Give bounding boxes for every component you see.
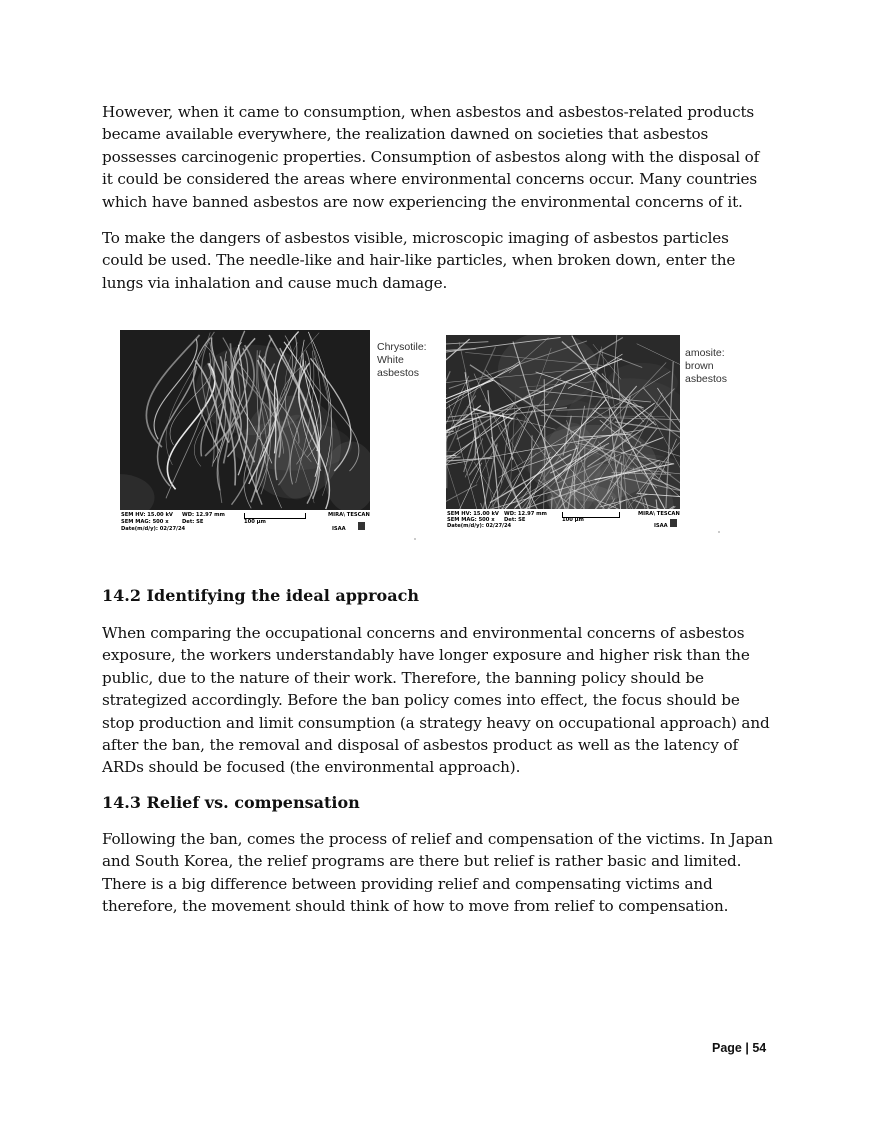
sem-image-amosite <box>446 335 680 535</box>
sem-date-label: Date(m/d/y): 02/27/24 <box>121 526 186 532</box>
paragraph-ideal-approach: When comparing the occupational concerns and environmental concerns of asbestos exposure, the workers understandably have longer exposure and higher risk than the public, due to the nature of their work. Therefore, the banning policy should be strategized accordingly. Before the ban policy comes into effect, the focus should be stop production and limit consumption (a strategy heavy on occupational approach) and after the ban, the removal and disposal of asbestos product as well as the latency of ARDs should be focused (the environmental approach). <box>102 624 770 777</box>
sem-info-bar <box>120 510 370 540</box>
sem-hv-label: SEM HV: 15.00 kV <box>121 512 173 518</box>
sem-org-label: ISAA <box>654 523 668 529</box>
sem-mag-label: SEM MAG: 500 x <box>447 517 495 523</box>
sem-hv-label: SEM HV: 15.00 kV <box>447 511 499 517</box>
stray-dot <box>718 531 720 533</box>
sem-wd-label: WD: 12.97 mm <box>182 512 225 518</box>
caption-chrysotile: Chrysotile: White asbestos <box>377 341 427 379</box>
paragraph-relief-compensation: Following the ban, comes the process of relief and compensation of the victims. In Japan and South Korea, the relief programs are there but relief is rather basic and limited. There is a big difference between providing relief and compensating victims and therefore, the movement should think of how to move from relief to compensation. <box>102 830 773 916</box>
section-heading-ideal-approach: 14.2 Identifying the ideal approach <box>102 586 419 605</box>
sem-brand-label: MIRA\ TESCAN <box>638 511 680 517</box>
figure-amosite <box>446 335 680 535</box>
sem-det-label: Det: SE <box>504 517 526 523</box>
isaa-logo-icon <box>670 519 677 527</box>
sem-date-label: Date(m/d/y): 02/27/24 <box>447 523 512 529</box>
caption-amosite: amosite: brown asbestos <box>685 347 728 385</box>
figure-chrysotile <box>120 330 370 540</box>
paragraph-microscopic-imaging: To make the dangers of asbestos visible, microscopic imaging of asbestos particles could be used. The needle-like and hair-like particles, when broken down, enter the lungs via inhalation and cause much damage. <box>102 229 736 292</box>
sem-info-bar <box>446 509 680 535</box>
sem-det-label: Det: SE <box>182 519 204 525</box>
sem-mag-label: SEM MAG: 500 x <box>121 519 169 525</box>
page-number: Page | 54 <box>712 1041 767 1055</box>
paragraph-consumption: However, when it came to consumption, when asbestos and asbestos-related products became available everywhere, the realization dawned on societies that asbestos possesses carcinogenic properties. Consumption of asbestos along with the disposal of it could be considered the areas where environmental concerns occur. Many countries which have banned asbestos are now experiencing the environmental concerns of it. <box>102 103 760 211</box>
sem-wd-label: WD: 12.97 mm <box>504 511 547 517</box>
isaa-logo-icon <box>358 522 365 530</box>
stray-dot <box>414 538 416 540</box>
sem-image-chrysotile <box>120 330 370 540</box>
sem-brand-label: MIRA\ TESCAN <box>328 512 370 518</box>
section-heading-relief-compensation: 14.3 Relief vs. compensation <box>102 793 360 812</box>
sem-scale-label: 100 μm <box>244 519 266 525</box>
sem-scale-label: 100 μm <box>562 517 584 523</box>
sem-org-label: ISAA <box>332 526 346 532</box>
